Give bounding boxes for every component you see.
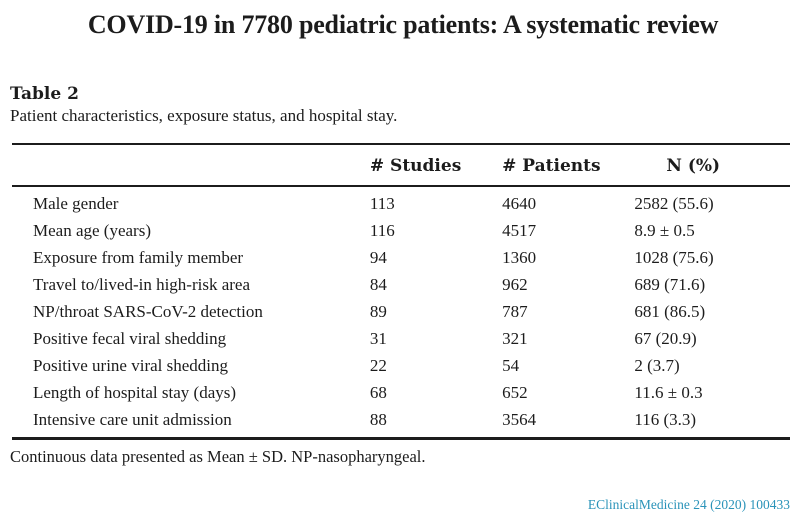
column-header-patients: # Patients <box>502 144 634 186</box>
cell-patients: 787 <box>502 302 528 321</box>
cell-studies: 89 <box>369 302 387 321</box>
table-footnote: Continuous data presented as Mean ± SD. NP-nasopharyngeal. <box>10 447 426 466</box>
table-row <box>12 353 790 380</box>
cell-studies: 22 <box>369 356 387 375</box>
cell-n-pct: 11.6 ± 0.3 <box>634 383 703 402</box>
table-row <box>12 272 790 299</box>
table-row <box>12 380 790 407</box>
table-2-block <box>10 84 792 467</box>
journal-citation-link[interactable]: EClinicalMedicine 24 (2020) 100433 <box>587 497 790 512</box>
cell-patients: 652 <box>502 383 528 402</box>
table-row <box>12 245 790 272</box>
cell-patients: 4640 <box>502 194 537 213</box>
cell-studies: 68 <box>369 383 387 402</box>
cell-n-pct: 8.9 ± 0.5 <box>634 221 695 240</box>
row-label: NP/throat SARS-CoV-2 detection <box>33 302 263 321</box>
row-label: Male gender <box>33 194 119 213</box>
row-label: Mean age (years) <box>33 221 151 240</box>
cell-n-pct: 689 (71.6) <box>634 275 706 294</box>
cell-patients: 4517 <box>502 221 537 240</box>
cell-studies: 31 <box>369 329 387 348</box>
table-label: Table 2 <box>10 84 79 104</box>
patient-characteristics-table <box>12 143 790 440</box>
row-label: Exposure from family member <box>33 248 244 267</box>
table-caption: Patient characteristics, exposure status, and hospital stay. <box>10 106 398 125</box>
cell-studies: 84 <box>369 275 387 294</box>
table-row <box>12 326 790 353</box>
cell-n-pct: 1028 (75.6) <box>634 248 714 267</box>
page-title: COVID-19 in 7780 pediatric patients: A systematic review <box>87 10 719 39</box>
cell-studies: 88 <box>369 410 387 429</box>
table-header-row <box>12 144 790 186</box>
row-label: Travel to/lived-in high-risk area <box>33 275 251 294</box>
cell-patients: 962 <box>502 275 528 294</box>
row-label: Positive urine viral shedding <box>33 356 229 375</box>
cell-patients: 321 <box>502 329 528 348</box>
cell-studies: 94 <box>369 248 387 267</box>
cell-patients: 1360 <box>502 248 537 267</box>
cell-n-pct: 2582 (55.6) <box>634 194 714 213</box>
column-header-blank <box>12 144 370 186</box>
column-header-studies: # Studies <box>370 144 502 186</box>
cell-n-pct: 681 (86.5) <box>634 302 706 321</box>
cell-studies: 113 <box>369 194 395 213</box>
cell-n-pct: 116 (3.3) <box>634 410 697 429</box>
row-label: Intensive care unit admission <box>33 410 232 429</box>
cell-patients: 54 <box>502 356 520 375</box>
table-row <box>12 407 790 439</box>
table-row <box>12 299 790 326</box>
cell-n-pct: 67 (20.9) <box>634 329 697 348</box>
row-label: Positive fecal viral shedding <box>33 329 227 348</box>
cell-patients: 3564 <box>502 410 537 429</box>
column-header-n-pct: N (%) <box>634 144 790 186</box>
row-label: Length of hospital stay (days) <box>33 383 237 402</box>
table-row <box>12 218 790 245</box>
cell-n-pct: 2 (3.7) <box>634 356 680 375</box>
table-row <box>12 186 790 218</box>
cell-studies: 116 <box>369 221 395 240</box>
